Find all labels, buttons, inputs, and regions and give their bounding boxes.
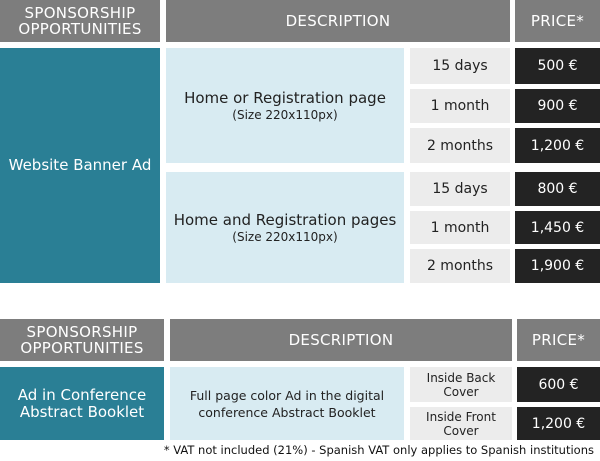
t1-group2-row1-duration: 15 days [410, 172, 510, 206]
t2-opportunity-line2: Abstract Booklet [19, 402, 145, 421]
t1-header-price: PRICE* [515, 0, 600, 42]
t1-header-opportunities [0, 0, 160, 42]
t2-row2-placement: Inside Front Cover [410, 407, 512, 440]
t1-group1-row2-price: 900 € [515, 89, 600, 123]
t1-opportunity-website-banner: Website Banner Ad [0, 48, 160, 283]
t1-group1-row1-price: 500 € [515, 48, 600, 84]
t2-row1-price: 600 € [517, 367, 600, 402]
t2-opportunity-line1: Ad in Conference [17, 385, 147, 404]
t1-header-description: DESCRIPTION [166, 0, 510, 42]
vat-footnote: * VAT not included (21%) - Spanish VAT only applies to Spanish institutions [163, 443, 594, 457]
t1-group1-row3-price: 1,200 € [515, 128, 600, 163]
t2-header-opportunities-line2: OPPORTUNITIES [20, 339, 144, 357]
t1-header-opportunities-line1: SPONSORSHIP [24, 4, 136, 22]
t1-group2-description-text: Home and Registration pages [173, 211, 397, 229]
t2-header-opportunities-line1: SPONSORSHIP [26, 323, 138, 341]
t1-group1-description-text: Home or Registration page [184, 89, 386, 107]
t1-group2-row3-duration: 2 months [410, 249, 510, 283]
t2-row1-placement: Inside Back Cover [410, 367, 512, 402]
t1-group2-row2-duration: 1 month [410, 211, 510, 244]
t1-group1-size: (Size 220x110px) [232, 108, 338, 122]
t2-description-line1: Full page color Ad in the digital [189, 387, 385, 403]
t2-row2-price: 1,200 € [517, 407, 600, 440]
t2-header-price: PRICE* [517, 319, 600, 361]
t1-group2-description [166, 172, 404, 283]
t2-description [170, 367, 404, 440]
t1-group1-row2-duration: 1 month [410, 89, 510, 123]
t1-group2-size: (Size 220x110px) [232, 230, 338, 244]
t1-group1-row3-duration: 2 months [410, 128, 510, 163]
t1-group2-row3-price: 1,900 € [515, 249, 600, 283]
t1-group2-row2-price: 1,450 € [515, 211, 600, 244]
t1-group1-description [166, 48, 404, 163]
t2-opportunity-abstract-booklet [0, 367, 164, 440]
t1-group2-row1-price: 800 € [515, 172, 600, 206]
t2-description-line2: conference Abstract Booklet [198, 404, 376, 420]
t2-header-description: DESCRIPTION [170, 319, 512, 361]
t1-header-opportunities-line2: OPPORTUNITIES [18, 20, 142, 38]
t1-group1-row1-duration: 15 days [410, 48, 510, 84]
t2-header-opportunities [0, 319, 164, 361]
